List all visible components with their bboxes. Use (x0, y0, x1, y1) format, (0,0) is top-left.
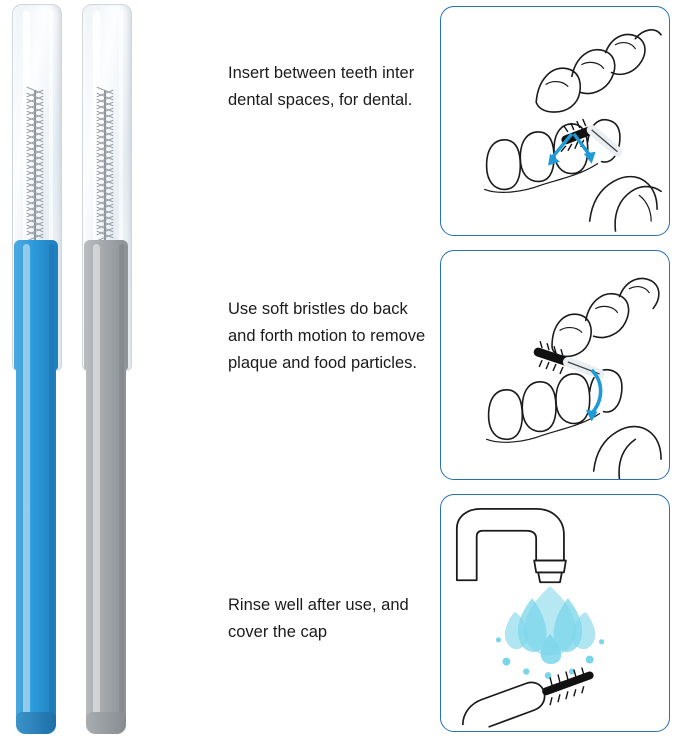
teeth-insert-diagram (441, 7, 669, 235)
brush-bristles-blue (26, 90, 44, 240)
handle-shadow-blue (49, 244, 54, 730)
step-1-text: Insert between teeth inter dental spaces, for dental. (228, 64, 415, 109)
brush-rinse-icon (463, 668, 590, 727)
step-1-illustration (440, 6, 670, 236)
interdental-brush-gray (78, 4, 134, 734)
brush-head-icon (538, 341, 599, 374)
product-images (0, 0, 215, 738)
handle-highlight-blue (23, 244, 30, 730)
interdental-brush-blue (8, 4, 64, 734)
brush-end-cap-blue (16, 712, 56, 734)
handle-shadow-gray (119, 244, 124, 730)
step-2-illustration (440, 250, 670, 480)
step-texts (228, 0, 436, 738)
brush-bristles-gray (96, 90, 114, 240)
faucet-rinse-diagram (441, 495, 669, 731)
step-3-illustration (440, 494, 670, 732)
teeth-brushing-motion-diagram (441, 251, 669, 479)
water-spray-icon (496, 586, 604, 679)
step-3-text: Rinse well after use, and cover the cap (228, 596, 409, 641)
brush-end-cap-gray (86, 712, 126, 734)
handle-highlight-gray (93, 244, 100, 730)
step-2-text: Use soft bristles do back and forth motion to remove plaque and food particles. (228, 300, 426, 372)
